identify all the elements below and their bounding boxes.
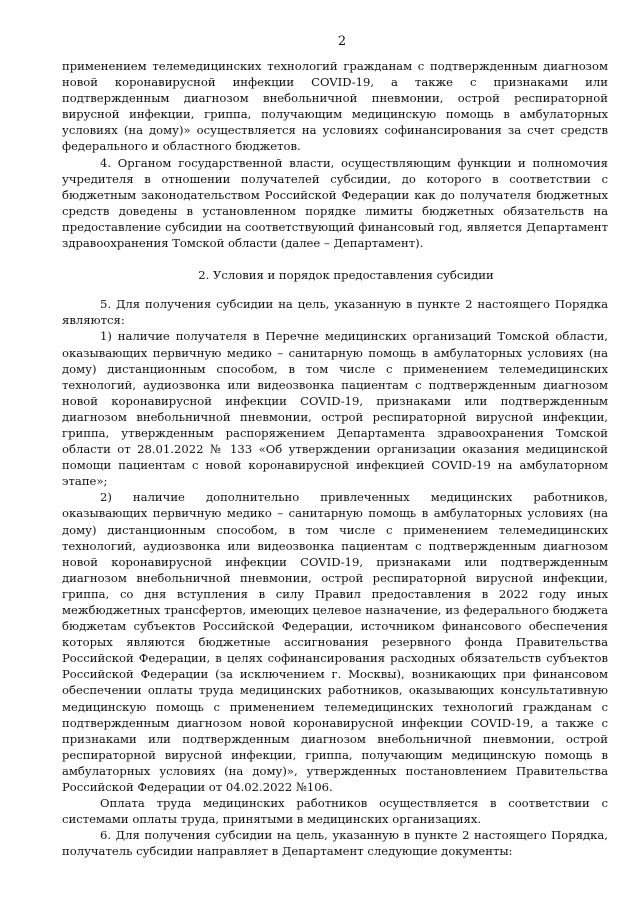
list-item-2: 2) наличие дополнительно привлеченных медицинских работников, оказывающих первичную медико – санитарную помощь в амбулаторных условиях (на дому) дистанционным способом, в том числе с применением телемедицинских технологий, аудиозвонка или видеозвонка пациентам с подтвержденным диагнозом новой коронавирусной инфекции COVID-19, признаками или подтвержденным диагнозом внебольничной пневмонии, острой респираторной вирусной инфекции, гриппа, со дня вступления в силу Правил предоставления в 2022 году иных межбюджетных трансфертов, имеющих целевое назначение, из федерального бюджета бюджетам субъектов Российской Федерации, источником финансового обеспечения которых являются бюджетные ассигнования резервного фонда Правительства Российской Федерации, в целях софинансирования расходных обязательств субъектов Российской Федерации (за исключением г. Москвы), возникающих при финансовом обеспечении оплаты труда медицинских работников, оказывающих консультативную медицинскую помощь с применением телемедицинских технологий гражданам с подтвержденным диагнозом новой коронавирусной инфекции COVID-19, а также с признаками или подтвержденным диагнозом внебольничной пневмонии, острой респираторной вирусной инфекции, гриппа, получающим медицинскую помощь в амбулаторных условиях (на дому)», утвержденных постановлением Правительства Российской Федерации от 04.02.2022 №106. <box>62 490 608 795</box>
paragraph-5: 5. Для получения субсидии на цель, указанную в пункте 2 настоящего Порядка являются: <box>62 297 608 328</box>
section-heading: 2. Условия и порядок предоставления субсидии <box>198 268 494 283</box>
paragraph-4: 4. Органом государственной власти, осуществляющим функции и полномочия учредителя в отношении получателей субсидии, до которого в соответствии с бюджетным законодательством Российской Федерации как до получателя бюджетных средств доведены в установленном порядке лимиты бюджетных обязательств на предоставление субсидии на соответствующий финансовый год, является Департамент здравоохранения Томской области (далее – Департамент). <box>62 155 608 251</box>
list-item-1: 1) наличие получателя в Перечне медицинских организаций Томской области, оказывающих первичную медико – санитарную помощь в амбулаторных условиях (на дому) дистанционным способом, в том числе с применением телемедицинских технологий, аудиозвонка или видеозвонка пациентам с подтвержденным диагнозом новой коронавирусной инфекции COVID-19, признаками или подтвержденным диагнозом внебольничной пневмонии, острой респираторной вирусной инфекции, гриппа, утвержденным распоряжением Департамента здравоохранения Томской области от 28.01.2022 № 133 «Об утверждении организации оказания медицинской помощи пациентам с новой коронавирусной инфекцией COVID-19 на амбулаторном этапе»; <box>62 329 608 489</box>
page-number: 2 <box>337 34 347 49</box>
paragraph-payment: Оплата труда медицинских работников осуществляется в соответствии с системами оплаты труда, принятыми в медицинских организациях. <box>62 796 608 827</box>
paragraph-6: 6. Для получения субсидии на цель, указанную в пункте 2 настоящего Порядка, получатель субсидии направляет в Департамент следующие документы: <box>62 828 608 859</box>
paragraph-continuation: применением телемедицинских технологий гражданам с подтвержденным диагнозом новой коронавирусной инфекции COVID-19, а также с признаками или подтвержденным диагнозом внебольничной пневмонии, острой респираторной вирусной инфекции, гриппа, получающим медицинскую помощь в амбулаторных условиях (на дому)» осуществляется на условиях софинансирования за счет средств федерального и областного бюджетов. <box>62 59 608 154</box>
